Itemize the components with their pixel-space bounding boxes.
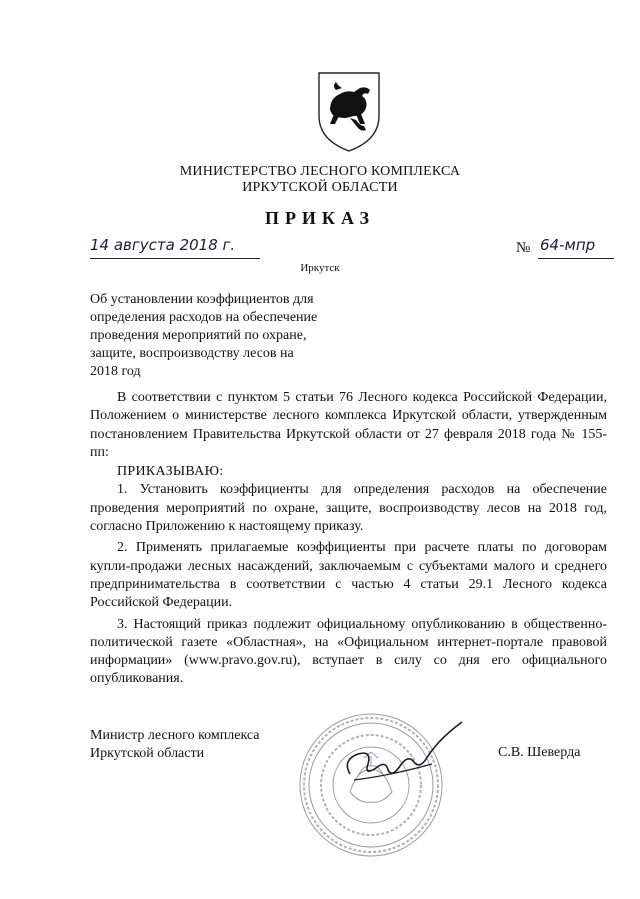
handwritten-signature-icon — [328, 718, 468, 798]
subject-line: проведения мероприятий по охране, — [90, 328, 307, 343]
order-item-2: 2. Применять прилагаемые коэффициенты при расчете платы по договорам купли-продажи лесных насаждений, заключаемым с субъектами малого и среднего предпринимательства в соответствии с частью 4 статьи 29.1 Лесного кодекса Российской Федерации. — [90, 540, 607, 611]
order-subject — [90, 291, 350, 381]
order-date-handwritten: 14 августа 2018 г. — [90, 236, 236, 254]
number-underline — [538, 258, 614, 259]
date-underline — [90, 258, 260, 259]
order-body — [90, 389, 607, 689]
ministry-name-line2: ИРКУТСКОЙ ОБЛАСТИ — [242, 180, 398, 195]
signatory-position-line2: Иркутской области — [90, 746, 205, 761]
subject-line: определения расходов на обеспечение — [90, 310, 318, 325]
city-name: Иркутск — [300, 262, 340, 274]
coat-of-arms-icon — [316, 70, 382, 154]
ministry-name — [0, 164, 640, 196]
preamble-paragraph: В соответствии с пунктом 5 статьи 76 Лесного кодекса Российской Федерации, Положением о министерстве лесного комплекса Иркутской области, утвержденным постановлением Правительства Иркутской области от 27 февраля 2018 года № 155-пп: — [90, 390, 607, 460]
order-word: ПРИКАЗЫВАЮ: — [117, 464, 224, 480]
signatory-position-line1: Министр лесного комплекса — [90, 728, 260, 743]
ministry-name-line1: МИНИСТЕРСТВО ЛЕСНОГО КОМПЛЕКСА — [179, 164, 461, 179]
document-title: ПРИКАЗ — [264, 208, 376, 228]
subject-line: 2018 год — [90, 364, 141, 379]
subject-line: защите, воспроизводству лесов на — [90, 346, 294, 361]
signatory-name: С.В. Шеверда — [498, 745, 581, 760]
order-item-3: 3. Настоящий приказ подлежит официальному опубликованию в общественно-политической газете «Областная», на «Официальном интернет-портале правовой информации» (www.pravo.gov.ru), вступает в силу со дня его официального опубликования. — [90, 616, 607, 687]
signatory-position — [90, 727, 260, 763]
subject-line: Об установлении коэффициентов для — [90, 292, 314, 307]
order-item-1: 1. Установить коэффициенты для определения расходов на обеспечение проведения мероприятий по охране, защите, воспроизводству лесов на 2018 год, согласно Приложению к настоящему приказу. — [90, 482, 607, 535]
number-sign: № — [516, 240, 531, 256]
order-date — [90, 236, 260, 260]
order-number — [516, 236, 614, 260]
order-number-handwritten: 64-мпр — [540, 236, 596, 254]
